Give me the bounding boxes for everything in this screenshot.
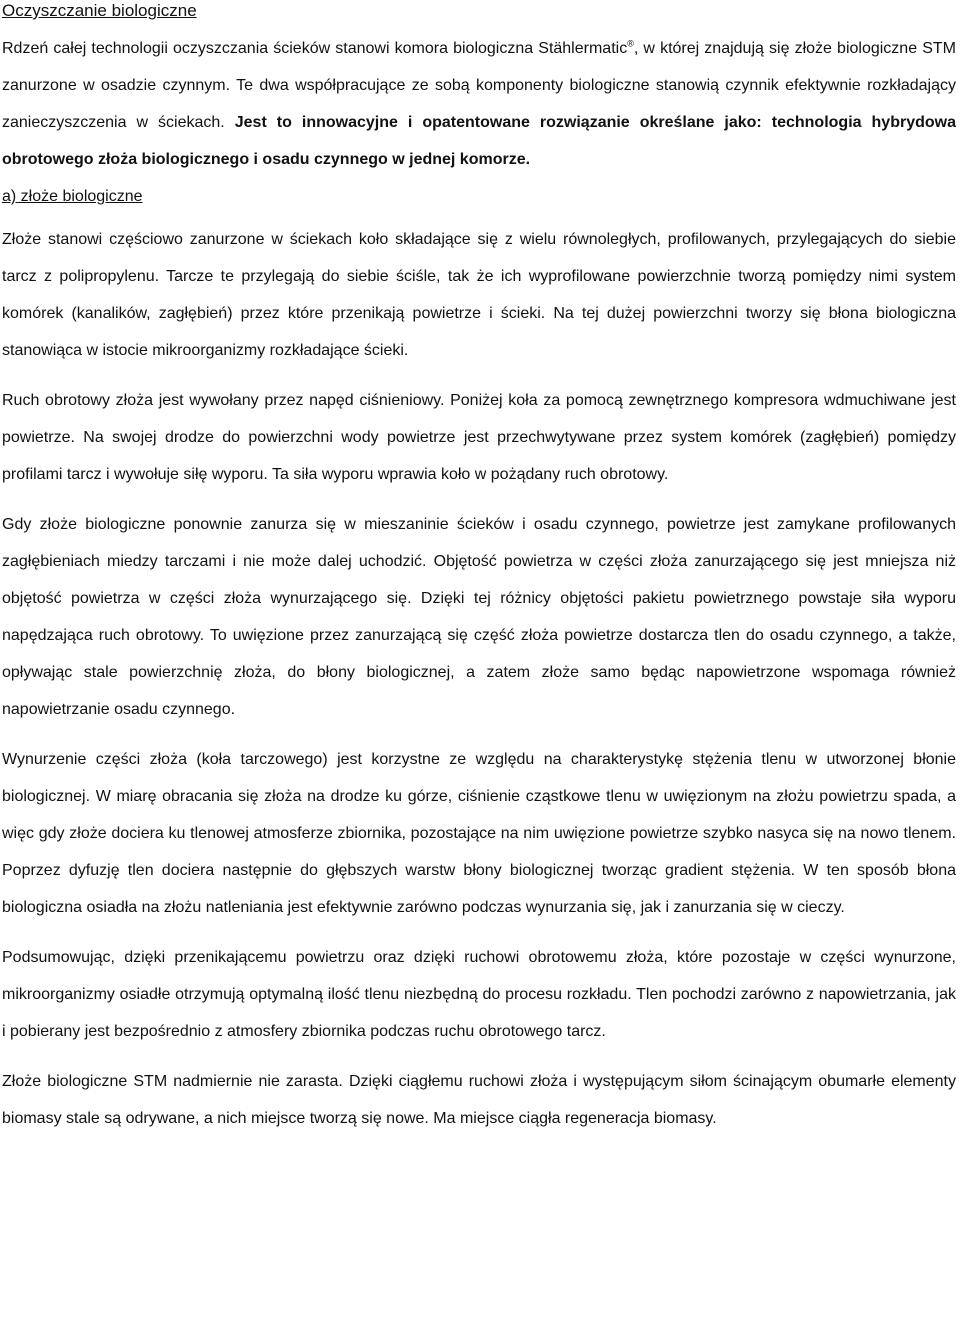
paragraph-oxygen: Wynurzenie części złoża (koła tarczowego) jest korzystne ze względu na charakterystykę stężenia tlenu w utworzonej błonie biologicznej. W miarę obracania się złoża na drodze ku górze, ciśnienie cząstkowe tlenu w uwięzionym na złożu powietrzu spada, a więc gdy złoże dociera ku tlenowej atmosferze zbiornika, pozostające na nim uwięzione powietrze szybko nasyca się na nowo tlenem. Poprzez dyfuzję tlen dociera następnie do głębszych warstw błony biologicznej tworząc gradient stężenia. W ten sposób błona biologiczna osiadła na złożu natleniania jest efektywnie zarówno podczas wynurzania się, jak i zanurzania się w cieczy. — [2, 751, 956, 916]
intro-bold-statement: Jest to innowacyjne i opatentowane rozwiązanie określane jako: technologia hybrydowa obrotowego złoża biologicznego i osadu czynnego w jednej komorze. — [2, 114, 956, 168]
paragraph-rotation: Ruch obrotowy złoża jest wywołany przez napęd ciśnieniowy. Poniżej koła za pomocą zewnętrznego kompresora wdmuchiwane jest powietrze. Na swojej drodze do powierzchni wody powietrze jest przechwytywane przez system komórek (zagłębień) pomiędzy profilami tarcz i wywołuje siłę wyporu. Ta siła wyporu wprawia koło w pożądany ruch obrotowy. — [2, 392, 956, 483]
paragraph-structure: Złoże stanowi częściowo zanurzone w ściekach koło składające się z wielu równoległych, profilowanych, przylegających do siebie tarcz z polipropylenu. Tarcze te przylegają do siebie ściśle, tak że ich wyprofilowane powierzchnie tworzą pomiędzy nimi system komórek (kanalików, zagłębień) przez które przenikają powietrze i ścieki. Na tej dużej powierzchni tworzy się błona biologiczna stanowiąca w istocie mikroorganizmy rozkładające ścieki. — [2, 231, 956, 359]
intro-paragraph — [2, 30, 956, 178]
subsection-heading: a) złoże biologiczne — [2, 188, 143, 205]
paragraph-regeneration: Złoże biologiczne STM nadmiernie nie zarasta. Dzięki ciągłemu ruchowi złoża i występującym siłom ścinającym obumarłe elementy biomasy stale są odrywane, a nich miejsce tworzą się nowe. Ma miejsce ciągła regeneracja biomasy. — [2, 1073, 956, 1127]
registered-mark: ® — [627, 38, 634, 49]
paragraph-summary: Podsumowując, dzięki przenikającemu powietrzu oraz dzięki ruchowi obrotowemu złoża, które pozostaje w części wynurzone, mikroorganizmy osiadłe otrzymują optymalną ilość tlenu niezbędną do procesu rozkładu. Tlen pochodzi zarówno z napowietrzania, jak i pobierany jest bezpośrednio z atmosfery zbiornika podczas ruchu obrotowego tarcz. — [2, 949, 956, 1040]
section-title: Oczyszczanie biologiczne — [2, 1, 197, 20]
paragraph-air-volume: Gdy złoże biologiczne ponownie zanurza się w mieszaninie ścieków i osadu czynnego, powietrze jest zamykane profilowanych zagłębieniach miedzy tarczami i nie może dalej uchodzić. Objętość powietrza w części złoża zanurzającego się jest mniejsza niż objętość powietrza w części złoża wynurzającego się. Dzięki tej różnicy objętości pakietu powietrznego powstaje siła wyporu napędzająca ruch obrotowy. To uwięzione przez zanurzającą się część złoża powietrze dostarcza tlen do osadu czynnego, a także, opływając stale powierzchnię złoża, do błony biologicznej, a zatem złoże samo będąc napowietrzone wspomaga również napowietrzanie osadu czynnego. — [2, 516, 956, 718]
intro-text-part2: , w której znajdują się złoże biologiczne STM zanurzone w osadzie czynnym. Te dwa współpracujące ze sobą komponenty biologiczne stanowią czynnik efektywnie rozkładający zanieczyszczenia w ściekach. — [2, 40, 956, 131]
intro-text-part1: Rdzeń całej technologii oczyszczania ścieków stanowi komora biologiczna Stählermatic — [2, 40, 628, 57]
